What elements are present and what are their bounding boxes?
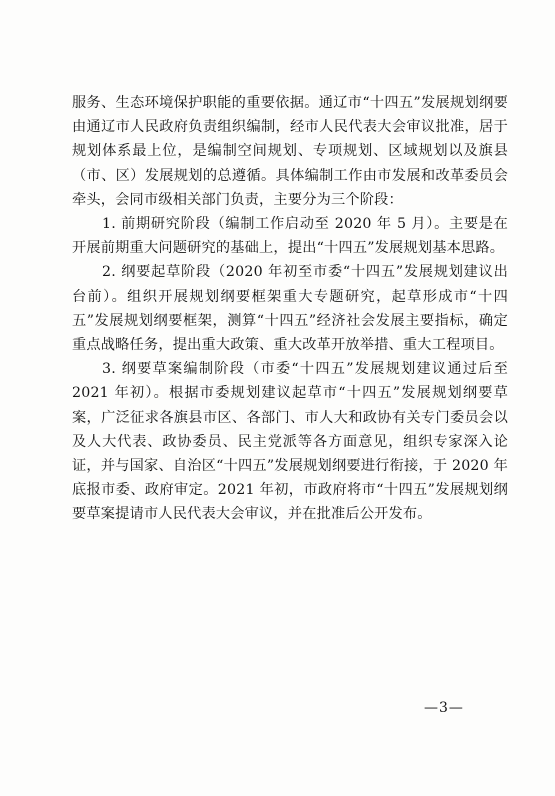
- paragraph-intro: 服务、生态环境保护职能的重要依据。通辽市“十四五”发展规划纲要由通辽市人民政府负责组织编制，经市人民代表大会审议批准，居于规划体系最上位，是编制空间规划、专项规划、区域规划以及旗县（市、区）发展规划的总遵循。具体编制工作由市发展和改革委员会牵头，会同市级相关部门负责，主要分为三个阶段：: [72, 95, 508, 208]
- paragraph-stage-3: 3. 纲要草案编制阶段（市委“十四五”发展规划建议通过后至 2021 年初）。根据市委规划建议起草市“十四五”发展规划纲要草案，广泛征求各旗县市区、各部门、市人大和政协有关专门委员会以及人大代表、政协委员、民主党派等各方面意见，组织专家深入论证，并与国家、自治区“十四五”发展规划纲要进行衔接，于 2020 年底报市委、政府审定。2021 年初，市政府将市“十四五”发展规划纲要草案提请市人民代表大会审议，并在批准后公开发布。: [72, 361, 508, 523]
- page-number: —3—: [424, 700, 464, 716]
- paragraph-stage-2: 2. 纲要起草阶段（2020 年初至市委“十四五”发展规划建议出台前）。组织开展规划纲要框架重大专题研究，起草形成市“十四五”发展规划纲要框架，测算“十四五”经济社会发展主要指标，确定重点战略任务，提出重大政策、重大改革开放举措、重大工程项目。: [72, 264, 508, 354]
- paragraph-stage-1: 1. 前期研究阶段（编制工作启动至 2020 年 5 月）。主要是在开展前期重大问题研究的基础上，提出“十四五”发展规划基本思路。: [72, 216, 508, 257]
- document-body: [72, 91, 508, 527]
